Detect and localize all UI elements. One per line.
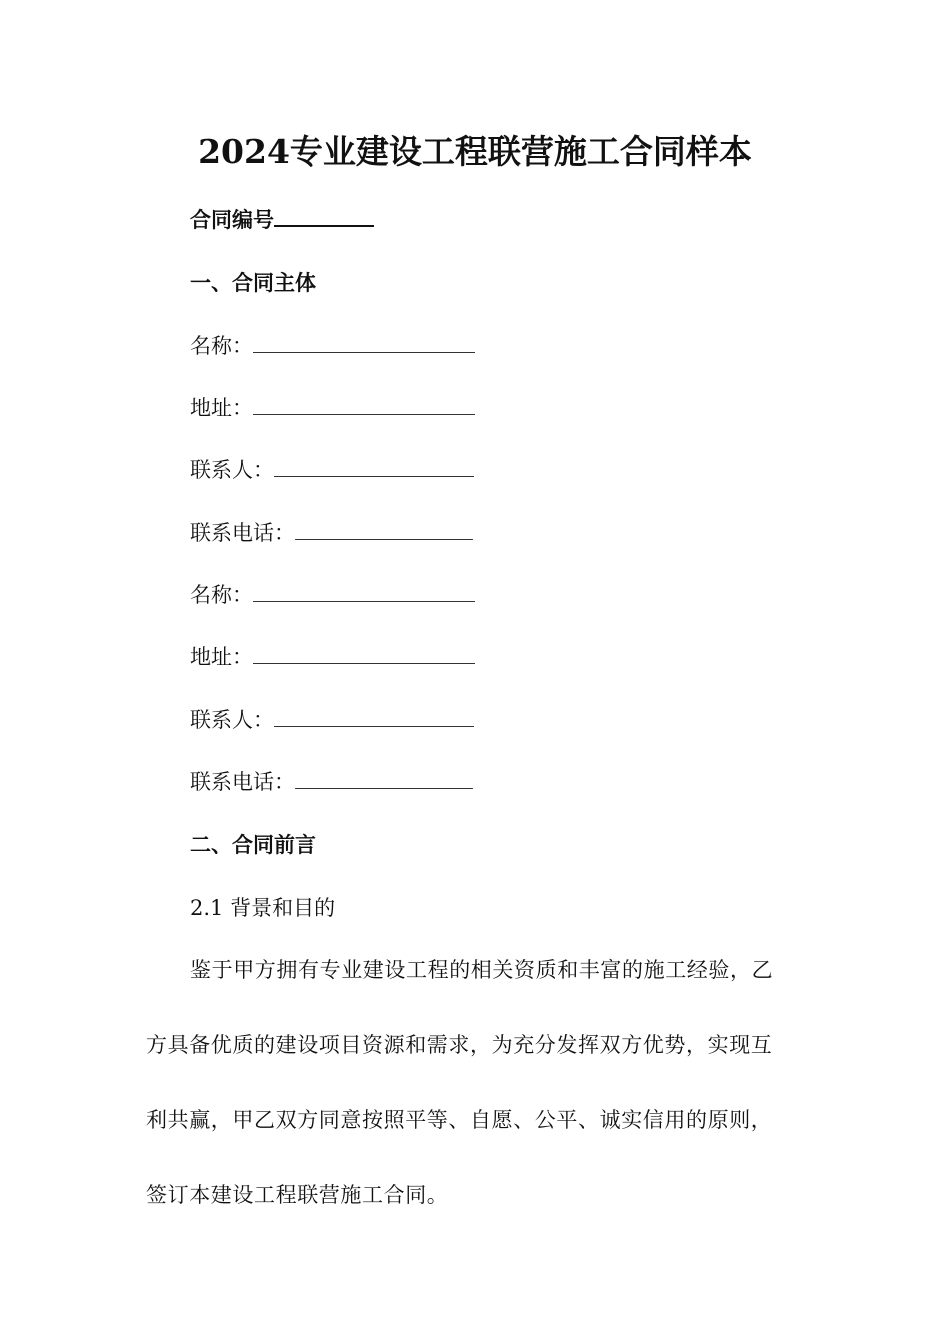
- party-a-contact-line: [190, 455, 474, 485]
- section1-heading: 一、合同主体: [190, 270, 316, 295]
- party-b-phone-line: [190, 767, 473, 797]
- party-b-address-blank[interactable]: [253, 643, 475, 664]
- party-b-name-label: 名称：: [190, 583, 253, 607]
- party-a-address-blank[interactable]: [253, 394, 475, 415]
- paragraph-line: 利共赢，甲乙双方同意按照平等、自愿、公平、诚实信用的原则，: [146, 1108, 773, 1132]
- party-a-address-line: [190, 393, 475, 423]
- contract-number-label: 合同编号: [190, 207, 274, 232]
- party-b-name-line: [190, 580, 475, 610]
- party-a-phone-label: 联系电话：: [190, 521, 295, 545]
- party-a-phone-blank[interactable]: [295, 519, 473, 540]
- paragraph-line: 鉴于甲方拥有专业建设工程的相关资质和丰富的施工经验，乙: [190, 958, 774, 982]
- party-b-address-line: [190, 642, 475, 672]
- party-b-name-blank[interactable]: [253, 581, 475, 602]
- section2-heading: 二、合同前言: [190, 832, 316, 857]
- party-b-phone-label: 联系电话：: [190, 770, 295, 794]
- contract-number-blank[interactable]: [274, 205, 374, 227]
- party-b-address-label: 地址：: [190, 645, 253, 669]
- contract-number-line: [190, 205, 374, 235]
- document-title: 2024专业建设工程联营施工合同样本: [198, 132, 752, 171]
- party-b-phone-blank[interactable]: [295, 768, 473, 789]
- party-a-contact-label: 联系人：: [190, 458, 274, 482]
- party-b-contact-blank[interactable]: [274, 706, 474, 727]
- paragraph-line: 方具备优质的建设项目资源和需求，为充分发挥双方优势，实现互: [146, 1033, 773, 1057]
- party-a-address-label: 地址：: [190, 396, 253, 420]
- party-a-name-line: [190, 331, 475, 361]
- party-a-contact-blank[interactable]: [274, 456, 474, 477]
- paragraph-line: 签订本建设工程联营施工合同。: [146, 1183, 449, 1207]
- party-b-contact-line: [190, 705, 474, 735]
- party-b-contact-label: 联系人：: [190, 708, 274, 732]
- subsection-2-1-heading: 2.1 背景和目的: [190, 896, 336, 920]
- party-a-name-label: 名称：: [190, 334, 253, 358]
- party-a-phone-line: [190, 518, 473, 548]
- party-a-name-blank[interactable]: [253, 332, 475, 353]
